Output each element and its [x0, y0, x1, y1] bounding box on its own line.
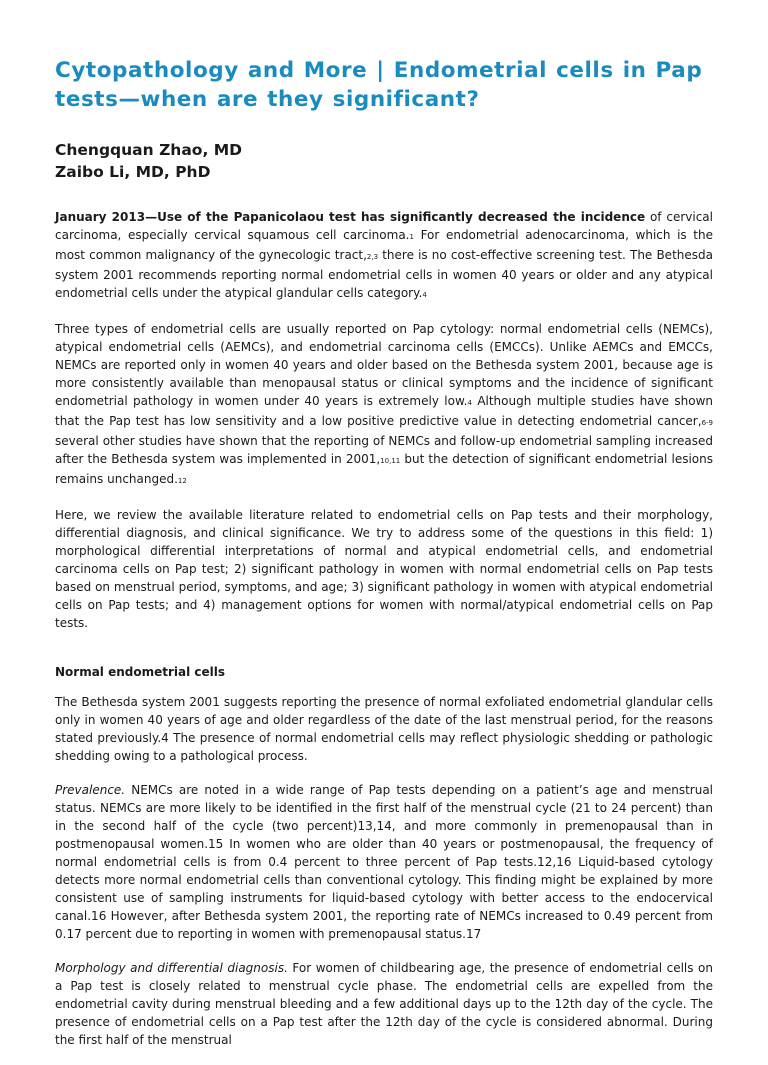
article-title: Cytopathology and More | Endometrial cells in Pap tests—when are they significant? [55, 58, 703, 112]
reference-marker: 1 [409, 233, 414, 241]
run-in-heading: Morphology and differential diagnosis. [55, 961, 288, 975]
reference-marker: 6-9 [701, 419, 713, 427]
author-name: Zaibo Li, MD, PhD [55, 163, 211, 181]
reference-marker: 4 [422, 291, 427, 299]
dateline-lead: January 2013—Use of the Papanicolaou test has significantly decreased the incidence [55, 210, 646, 224]
intro-paragraph: January 2013—Use of the Papanicolaou test has significantly decreased the incidence of cervical carcinoma, especially cervical squamous cell carcinoma.1 For endometrial adenocarcinoma, which is the most common malignancy of the gynecologic tract,2,3 there is no cost-effective screening test. The Bethesda system 2001 recommends reporting normal endometrial cells in women 40 years or older and any atypical endometrial cells under the atypical glandular cells category.4 [55, 210, 713, 300]
body-paragraph: Morphology and differential diagnosis. For women of childbearing age, the presence of endometrial cells on a Pap test is closely related to menstrual cycle phase. The endometrial cells are expelled from the endometrial cavity during menstrual bleeding and a few additional days up to the 12th day of the cycle. The presence of endometrial cells on a Pap test after the 12th day of the cycle is considered abnormal. During the first half of the menstrual [55, 961, 713, 1047]
reference-marker: 10,11 [380, 457, 401, 465]
body-paragraph: Prevalence. NEMCs are noted in a wide range of Pap tests depending on a patient’s age and menstrual status. NEMCs are more likely to be identified in the first half of the menstrual cycle (21 to 24 percent) than in the second half of the cycle (two percent)13,14, and more commonly in premenopausal than in postmenopausal women.15 In women who are older than 40 years or postmenopausal, the frequency of normal endometrial cells is from 0.4 percent to three percent of Pap tests.12,16 Liquid-based cytology detects more normal endometrial cells than conventional cytology. This finding might be explained by more consistent use of sampling instruments for liquid-based cytology with better access to the endocervical canal.16 However, after Bethesda system 2001, the reporting rate of NEMCs increased to 0.49 percent from 0.17 percent due to reporting in women with premenopausal status.17 [55, 783, 713, 941]
body-paragraph: The Bethesda system 2001 suggests reporting the presence of normal exfoliated endometrial glandular cells only in women 40 years of age and older regardless of the date of the last menstrual period, for the reasons stated previously.4 The presence of normal endometrial cells may reflect physiologic shedding or pathologic shedding owing to a pathological process. [55, 695, 713, 763]
reference-marker: 12 [177, 477, 187, 485]
run-in-heading: Prevalence. [55, 783, 126, 797]
section-heading: Normal endometrial cells [55, 665, 226, 679]
article-body [55, 208, 713, 1065]
author-name: Chengquan Zhao, MD [55, 141, 243, 159]
reference-marker: 2,3 [366, 253, 379, 261]
body-paragraph: Three types of endometrial cells are usually reported on Pap cytology: normal endometrial cells (NEMCs), atypical endometrial cells (AEMCs), and endometrial carcinoma cells (EMCCs). Unlike AEMCs and EMCCs, NEMCs are reported only in women 40 years and older based on the Bethesda system 2001, because age is more consistently available than menopausal status or clinical symptoms and the incidence of significant endometrial pathology in women under 40 years is extremely low.4 Although multiple studies have shown that the Pap test has low sensitivity and a low positive predictive value in detecting endometrial cancer,6-9 several other studies have shown that the reporting of NEMCs and follow-up endometrial sampling increased after the Bethesda system was implemented in 2001,10,11 but the detection of significant endometrial lesions remains unchanged.12 [55, 322, 713, 486]
body-paragraph: Here, we review the available literature related to endometrial cells on Pap tests and their morphology, differential diagnosis, and clinical significance. We try to address some of the questions in this field: 1) morphological differential interpretations of normal and atypical endometrial cells, and endometrial carcinoma cells on Pap test; 2) significant pathology in women with normal endometrial cells on Pap tests based on menstrual period, symptoms, and age; 3) significant pathology in women with atypical endometrial cells on Pap tests; and 4) management options for women with normal/atypical endometrial cells on Pap tests. [55, 508, 713, 630]
author-list [55, 139, 715, 183]
reference-marker: 4 [467, 399, 472, 407]
